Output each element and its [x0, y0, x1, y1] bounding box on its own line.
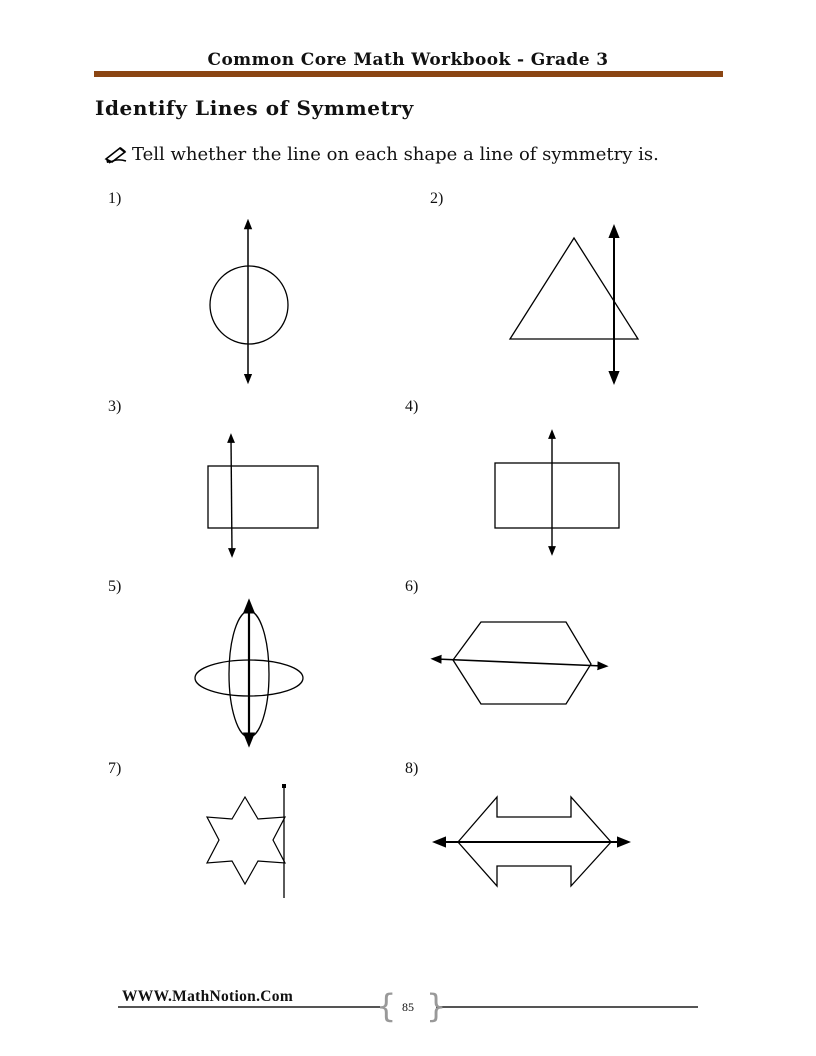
- figure-8-double-arrow: [439, 797, 624, 886]
- figure-5-ellipses: [195, 606, 303, 740]
- question-number-2: 2): [430, 190, 444, 207]
- footer-website: WWW.MathNotion.Com: [122, 988, 294, 1005]
- figure-2-triangle: [510, 231, 638, 378]
- figure-6-line: [436, 659, 603, 666]
- figure-7-star: [207, 784, 286, 898]
- question-number-7: 7): [108, 760, 122, 777]
- figure-6-hexagon: [436, 622, 603, 704]
- workbook-title: Common Core Math Workbook - Grade 3: [207, 50, 609, 70]
- question-number-1: 1): [108, 190, 122, 207]
- question-number-3: 3): [108, 398, 122, 415]
- page-number: 85: [402, 1000, 414, 1014]
- question-number-5: 5): [108, 578, 122, 595]
- question-number-8: 8): [405, 760, 419, 777]
- figure-3-line: [231, 438, 232, 553]
- figure-1-circle: [210, 224, 288, 379]
- question-number-4: 4): [405, 398, 419, 415]
- question-number-6: 6): [405, 578, 419, 595]
- figure-3-rectangle: [208, 438, 318, 553]
- figure-4-rectangle: [495, 434, 619, 551]
- page-bracket-left: {: [376, 987, 397, 1025]
- section-title: Identify Lines of Symmetry: [95, 96, 414, 120]
- footer-divider-left: [118, 1006, 380, 1008]
- instruction-text: Tell whether the line on each shape a line of symmetry is.: [132, 144, 659, 165]
- page-bracket-right: }: [426, 987, 447, 1025]
- footer-divider-right: [436, 1006, 698, 1008]
